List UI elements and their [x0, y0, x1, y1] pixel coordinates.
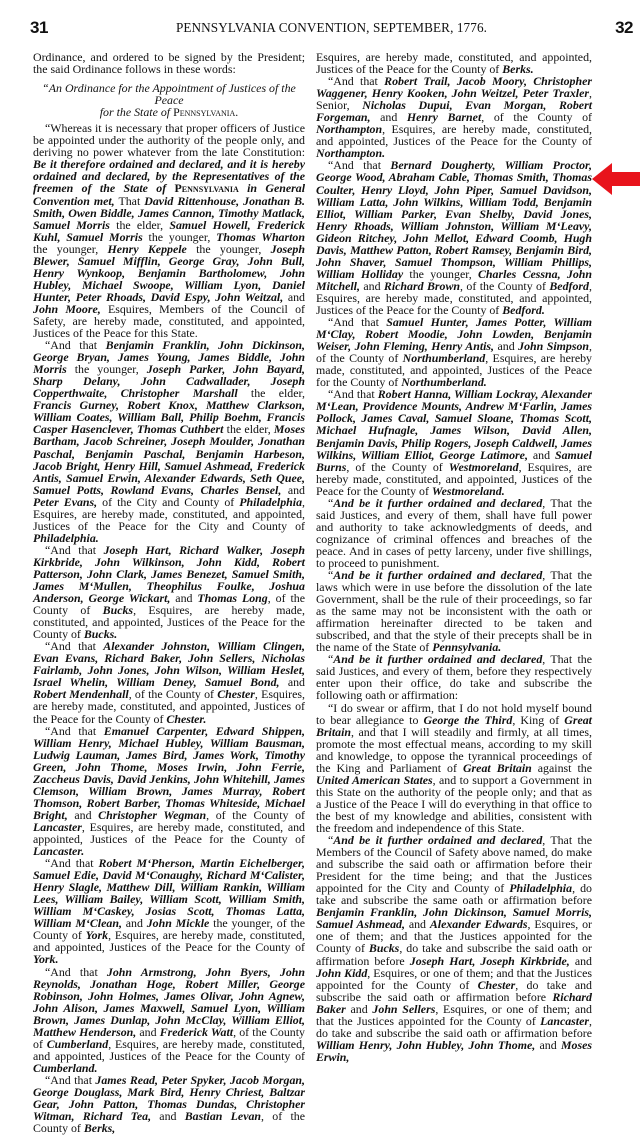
paragraph-chester: “And that Alexander Johnston, William Clingen, Evan Evans, Richard Baker, John Sellers, Nicholas Fairlamb, John Jones, John Wilson, William Heslet, Israel Whelin, William Deney, Samuel Bond, and Robert Mendenhall, of the County of Chester, Esquires, are hereby made, constituted, and appointed, Justices of the Peace for the County of Chester. — [33, 639, 306, 726]
right-page-number: 32 — [615, 18, 633, 37]
paragraph-lancaster: “And that Emanuel Carpenter, Edward Shippen, William Henry, Michael Hubley, William Bausman, Ludwig Lauman, James Bird, James Work, Timothy Green, John Thome, Moses Irwin, John Ferrie, Zaccheus Davis, David Jenkins, John Whitehill, James Clemson, William Brown, James Murray, Robert Thomson, Robert Barber, Thomas Whiteside, Michael Bright, and Christopher Wegman, of the County of Lancaster, Esquires, are hereby made, constituted, and appointed, Justices of the Peace for the County of Lancaster. — [33, 723, 306, 859]
ordinance-title: “An Ordinance for the Appointment of Justices of the Peace for the State of Pennsylvania. — [42, 81, 296, 120]
paragraph-justices-powers: “And be it further ordained and declared, That the said Justices, and every of them, shall have full power and authority to take acknowledgments of deeds, and cognizance of criminal offences and breaches of the peace. And in cases of petty larceny, under five shillings, to proceed to punishment. — [316, 495, 592, 570]
left-page-number: 31 — [30, 18, 48, 37]
paragraph-cumberland: “And that John Armstrong, John Byers, John Reynolds, Jonathan Hoge, Robert Miller, George Robinson, John Holmes, James Olivar, John Agnew, John Alison, James Maxwell, Samuel Lyon, William Brown, James Dunlap, John McClay, William Elliot, Matthew Henderson, and Frederick Watt, of the County of Cumberland, Esquires, are hereby made, constituted, and appointed, Justices of the Peace for the County of Cumberland. — [33, 964, 306, 1075]
paragraph-oath-text: “I do swear or affirm, that I do not hold myself bound to bear allegiance to George the Third, King of Great Britain, and that I will steadily and firmly, at all times, promote the most effectual means, according to my skill and knowledge, to oppose the tyrannical proceedings of the King and Parliament of Great Britain against the United American States, and to support a Government in this State on the authority of the people only; and that as a Justice of the Peace I will do everything in that office to the best of my knowledge and abilities, consistent with the freedom and independence of this State. — [316, 700, 592, 835]
paragraph-bedford: “And that Bernard Dougherty, William Proctor, George Wood, Abraham Cable, Thomas Smith, Thomas Coulter, Henry Lloyd, John Piper, Samuel Davidson, William Latta, John Wilkins, William Todd, Benjamin Elliot, William Parker, Evan Shelby, David Jones, Henry Rhoads, William Johnston, William M‘Leavy, Gideon Ritchey, John Mellot, Edward Coomb, Hugh Davis, Matthew Patton, Robert Ramsey, Benjamin Bird, John Shaver, Samuel Thompson, William Phillips, William Holliday the younger, Charles Cessna, John Mitchell, and Richard Brown, of the County of Bedford, Esquires, are hereby made, constituted, and appointed, Justices of the Peace for the County of Bedford. — [316, 158, 592, 317]
paragraph-philadelphia: “And that Benjamin Franklin, John Dickinson, George Bryan, James Young, James Biddle, John Morris the younger, Joseph Parker, John Bayard, Sharp Delany, John Cadwallader, Joseph Copperthwaite, Christopher Marshall the elder, Francis Gurney, Robert Knox, Matthew Clarkson, William Coates, William Ball, Philip Boehm, Francis Casper Hasenclever, Thomas Cuthbert the elder, Moses Bartham, Jacob Schreiner, Joseph Moulder, Jonathan Paschal, Benjamin Paschal, Benjamin Harbeson, Jacob Bright, Henry Hill, Samuel Ashmead, Frederick Antis, Samuel Erwin, Alexander Edwards, Seth Quee, Samuel Potts, Rowland Evans, Charles Bensel, and Peter Evans, of the City and County of Philadelphia, Esquires, are hereby made, constituted, and appointed, Justices of the Peace for the City and County of Philadelphia. — [33, 338, 306, 545]
intro-paragraph: Ordinance, and ordered to be signed by the President; the said Ordinance follows in these words: — [33, 50, 305, 77]
left-column — [33, 51, 305, 1134]
red-left-arrow-icon — [592, 163, 640, 195]
paragraph-bucks: “And that Joseph Hart, Richard Walker, Joseph Kirkbride, John Wilkinson, John Kidd, Robert Patterson, John Clark, James Benezet, Samuel Smith, James M‘Mullen, Theophilus Foulke, Joshua Anderson, George Wickart, and Thomas Long, of the County of Bucks, Esquires, are hereby made, constituted, and appointed, Justices of the Peace for the County of Bucks. — [33, 542, 305, 642]
paragraph-oath-requirement: “And be it further ordained and declared, That the said Justices, and every of them, before they respectively enter upon their office, do take and subscribe the following oath or affirmation: — [316, 652, 592, 703]
paragraph-berks: “And that James Read, Peter Spyker, Jacob Morgan, George Douglass, Mark Bird, Henry Chriest, Baltzar Gear, John Patton, Thomas Dundas, Christopher Witman, Richard Tea, and Bastian Levan, of the County of Berks, — [33, 1072, 305, 1135]
paragraph-westmoreland: “And that Robert Hanna, William Lockray, Alexander M‘Lean, Providence Mounts, Andrew M‘Farlin, James Pollock, James Caval, Samuel Sloane, Thomas Scott, Michael Hufnagle, James Wilson, David Allen, Benjamin Davis, Philip Rogers, Joseph Caldwell, James Wilkins, William Elliot, George Latimore, and Samuel Burns, of the County of Westmoreland, Esquires, are hereby made, constituted, and appointed, Justices of the Peace for the County of Westmoreland. — [316, 387, 592, 498]
page-header — [30, 18, 633, 42]
paragraph-northampton: “And that Robert Trail, Jacob Moory, Christopher Waggener, Henry Kooken, John Weitzel, Peter Traxler, Senior, Nicholas Dupui, Evan Morgan, Robert Forgeman, and Henry Barnet, of the County of Northampton, Esquires, are hereby made, constituted, and appointed, Justices of the Peace for the County of Northampton. — [316, 74, 593, 161]
paragraph-council-of-safety: “Whereas it is necessary that proper officers of Justice be appointed under the authority of the people only, and deriving no power whatever from the late Constitution: Be it therefore ordained and declared, and it is hereby ordained and declared, by the Representatives of the freemen of the State of Pennsylvania in General Convention met, That David Rittenhouse, Jonathan B. Smith, Owen Biddle, James Cannon, Timothy Matlack, Samuel Morris the elder, Samuel Howell, Frederick Kuhl, Samuel Morris the younger, Thomas Wharton the younger, Henry Keppele the younger, Joseph Blewer, Samuel Mifflin, George Gray, John Bull, Henry Wynkoop, Benjamin Bartholomew, John Hubley, Michael Swoope, William Lyon, Daniel Hunter, Peter Rhoads, David Espy, John Weitzal, and John Moore, Esquires, Members of the Council of Safety, are hereby made, constituted, and appointed, Justices of the Peace for this State. — [33, 121, 306, 341]
running-title: PENNSYLVANIA CONVENTION, SEPTEMBER, 1776. — [175, 20, 488, 35]
paragraph-york: “And that Robert M‘Pherson, Martin Eichelberger, Samuel Edie, David M‘Conaughy, Richard M‘Calister, Henry Slagle, Matthew Dill, William Rankin, William Lees, William Bailey, William Scott, William Smith, William M‘Caskey, Josias Scott, Thomas Latta, William M‘Clean, and John Mickle the younger, of the County of York, Esquires, are hereby made, constituted, and appointed, Justices of the Peace for the County of York. — [33, 856, 306, 967]
right-column — [316, 51, 592, 1063]
paragraph-laws-in-use: “And be it further ordained and declared, That the laws which were in use before the dissolution of the late Government, shall be the rule of their proceedings, so far as the same may not be inconsistent with the oath or affirmation hereinafter directed to be taken and subscribed, and that the style of their precepts shall be in the name of the State of Pennsylvania. — [316, 568, 592, 655]
paragraph-oath-administration: “And be it further ordained and declared, That the Members of the Council of Safety above named, do make and subscribe the said oath or affirmation before their President for the time being; and that the Justices appointed for the City and County of Philadelphia, do take and subscribe the same oath or affirmation before Benjamin Franklin, John Dickinson, Samuel Morris, Samuel Ashmead, and Alexander Edwards, Esquires, or one of them; and that the Justices appointed for the County of Bucks, do take and subscribe the said oath or affirmation before Joseph Hart, Joseph Kirkbride, and John Kidd, Esquires, or one of them; and that the Justices appointed for the County of Chester, do take and subscribe the said oath or affirmation before Richard Baker and John Sellers, Esquires, or one of them; and that the Justices appointed for the County of Lancaster, do take and subscribe the said oath or affirmation before William Henry, John Hubley, John Thome, and Moses Erwin, — [316, 833, 592, 1064]
berks-continuation: Esquires, are hereby made, constituted, and appointed, Justices of the Peace for the County of Berks. — [316, 50, 592, 77]
paragraph-northumberland: “And that Samuel Hunter, James Potter, William M‘Clay, Robert Moodie, John Lowden, Benjamin Weiser, John Fleming, Henry Antis, and John Simpson, of the County of Northumberland, Esquires, are hereby made, constituted, and appointed, Justices of the Peace for the County of Northumberland. — [316, 315, 592, 390]
